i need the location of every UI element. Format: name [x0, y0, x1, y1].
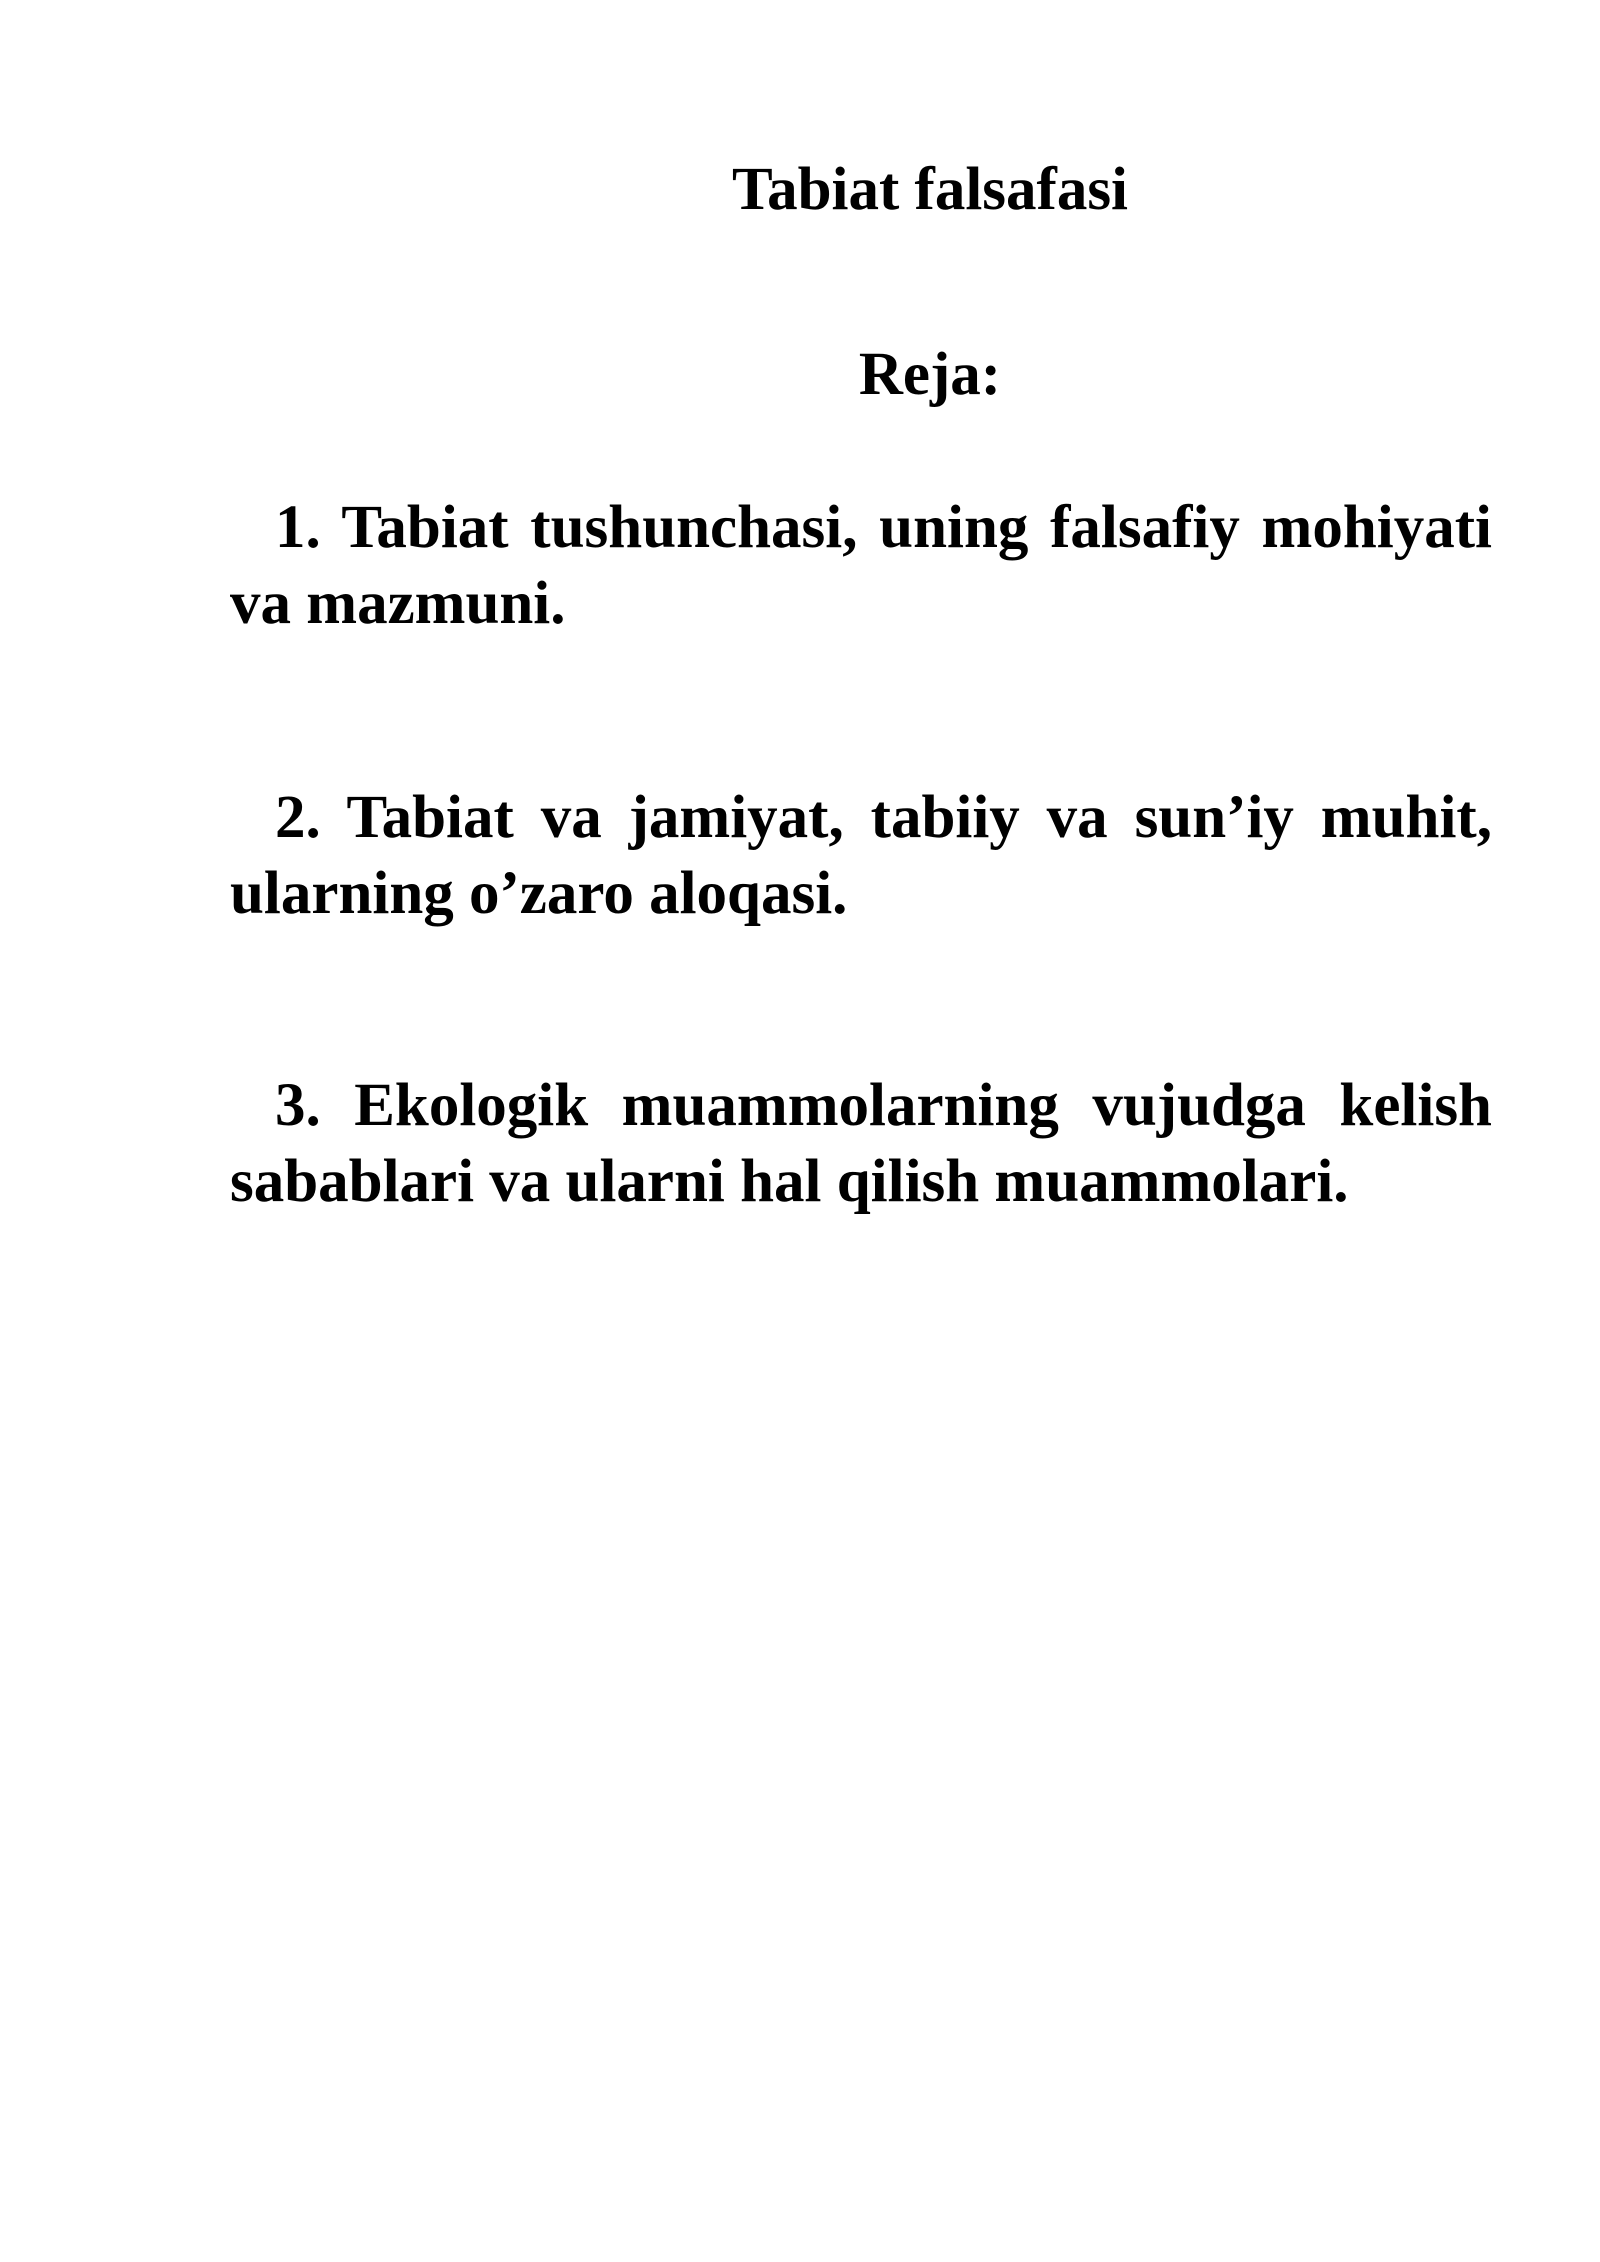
document-title: Tabiat falsafasi — [731, 156, 1129, 223]
plan-item-2: 2. Tabiat va jamiyat, tabiiy va sun’iy muhit, ularning o’zaro aloqasi. — [230, 784, 1492, 927]
plan-item-1: 1. Tabiat tushunchasi, uning falsafiy mohiyati va mazmuni. — [230, 494, 1492, 637]
plan-heading: Reja: — [858, 341, 1002, 408]
plan-item-3: 3. Ekologik muammolarning vujudga kelish sabablari va ularni hal qilish muammolari. — [230, 1072, 1492, 1215]
